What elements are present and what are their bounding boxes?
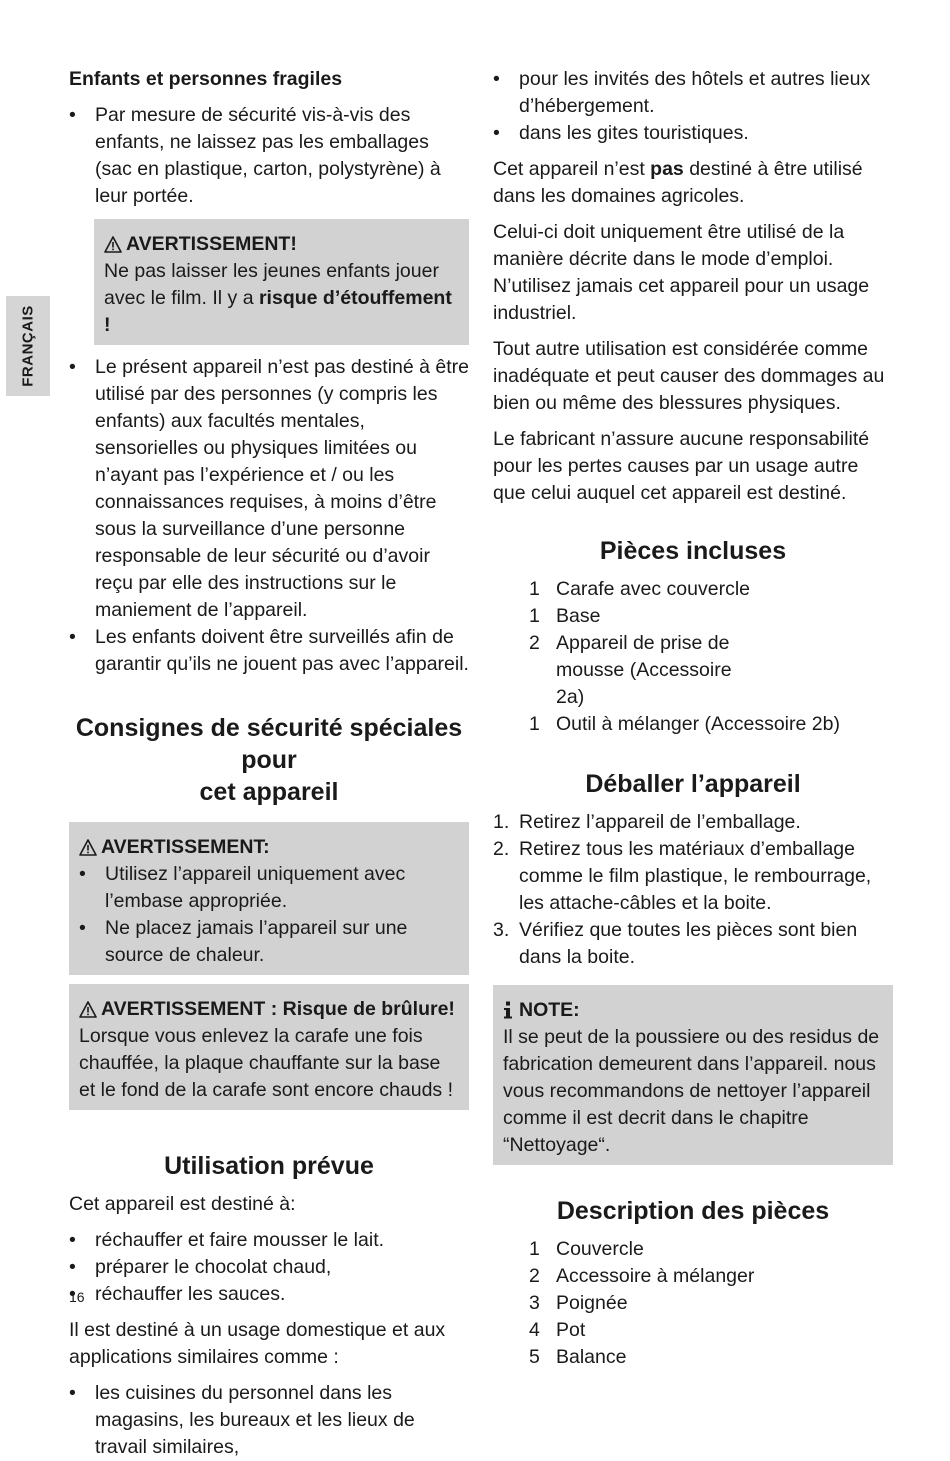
- description-list: [493, 1236, 893, 1371]
- parts-heading: Pièces incluses: [599, 537, 787, 565]
- children-list: [69, 102, 469, 210]
- list-item: • réchauffer et faire mousser le lait.: [69, 1227, 469, 1254]
- warning-text: Lorsque vous enlevez la carafe une fois chauffée, la plaque chauffante sur la base et le fond de la carafe sont encore chauds !: [79, 1025, 453, 1101]
- safety-heading: Consignes de sécurité spéciales pour cet appareil: [75, 714, 463, 806]
- agricultural-text: Cet appareil n’est pas destiné à être utilisé dans les domaines agricoles.: [493, 158, 863, 207]
- list-item: • réchauffer les sauces.: [69, 1281, 469, 1308]
- info-icon: [503, 1001, 519, 1019]
- warning-triangle-icon: [104, 236, 126, 253]
- warning-triangle-icon: [79, 839, 101, 856]
- list-item: • préparer le chocolat chaud,: [69, 1254, 469, 1281]
- language-tab: [6, 296, 50, 396]
- list-item: • Ne placez jamais l’appareil sur une source de chaleur.: [79, 915, 459, 969]
- list-item: 5 Balance: [529, 1346, 627, 1368]
- page-number: 16: [69, 1289, 85, 1305]
- warning-title: AVERTISSEMENT:: [101, 836, 270, 858]
- left-column: [69, 66, 469, 1461]
- list-item: 1 Couvercle: [529, 1238, 644, 1260]
- list-item: 2 Accessoire à mélanger: [529, 1265, 755, 1287]
- list-item: 2 Appareil de prise de mousse (Accessoire 2a): [529, 632, 732, 708]
- list-item: 4 Pot: [529, 1319, 586, 1341]
- children-list-2: [69, 354, 469, 678]
- liability-text: Le fabricant n’assure aucune responsabilité pour les pertes causes par un usage autre que celui auquel cet appareil est destiné.: [493, 428, 870, 504]
- domestic-list-continued: [493, 66, 893, 147]
- list-item: 3 Poignée: [529, 1292, 628, 1314]
- parts-list: [493, 576, 893, 738]
- other-use-text: Tout autre utilisation est considérée comme inadéquate et peut causer des dommages au bien ou même des blessures physiques.: [493, 338, 885, 414]
- use-heading: Utilisation prévue: [164, 1152, 374, 1180]
- warning-title: AVERTISSEMENT : Risque de brûlure!: [101, 998, 455, 1020]
- use-list: [69, 1227, 469, 1308]
- warning-triangle-icon: [79, 1001, 101, 1018]
- list-item: • pour les invités des hôtels et autres lieux d’hébergement.: [493, 66, 893, 120]
- use-intro: Cet appareil est destiné à:: [69, 1193, 296, 1215]
- list-item: 1 Base: [529, 605, 601, 627]
- manual-text: Celui-ci doit uniquement être utilisé de la manière décrite dans le mode d’emploi. N’utilisez jamais cet appareil pour un usage industriel.: [493, 221, 870, 324]
- list-item: 1. Retirez l’appareil de l’emballage.: [493, 811, 801, 833]
- warning-box-choking: [94, 219, 469, 345]
- description-heading: Description des pièces: [556, 1197, 830, 1225]
- unpack-heading: Déballer l’appareil: [585, 770, 801, 798]
- list-item: 1 Outil à mélanger (Accessoire 2b): [529, 713, 840, 735]
- warning-list: [79, 861, 459, 969]
- language-tab-label: FRANÇAIS: [19, 305, 37, 387]
- unpack-steps: [493, 809, 893, 971]
- list-item: 3. Vérifiez que toutes les pièces sont bien dans la boite.: [493, 919, 858, 968]
- children-heading: Enfants et personnes fragiles: [69, 68, 343, 90]
- list-item: • Le présent appareil n’est pas destiné à être utilisé par des personnes (y compris les enfants) aux facultés mentales, sensorielles ou physiques limitées ou n’ayant pas l’expérience et / ou les connaissances requises, à moins d’être sous la surveillance d’une personne responsable de leur sécurité ou d’avoir reçu par elle des instructions sur le maniement de l’appareil.: [69, 354, 469, 624]
- list-item: • Par mesure de sécurité vis-à-vis des enfants, ne laissez pas les emballages (sac en plastique, carton, polystyrène) à leur portée.: [69, 102, 469, 210]
- list-item: 2. Retirez tous les matériaux d’emballage comme le film plastique, le rembourrage, les attache-câbles et la boite.: [493, 838, 872, 914]
- list-item: • dans les gites touristiques.: [493, 120, 893, 147]
- list-item: • Les enfants doivent être surveillés afin de garantir qu’ils ne jouent pas avec l’appareil.: [69, 624, 469, 678]
- note-text: Il se peut de la poussiere ou des residus de fabrication demeurent dans l’appareil. nous vous recommandons de nettoyer l’appareil comme il est decrit dans le chapitre “Nettoyage“.: [503, 1026, 880, 1156]
- note-box: [493, 985, 893, 1165]
- domestic-list: [69, 1380, 469, 1461]
- note-title: NOTE:: [519, 999, 580, 1021]
- warning-box-usage: [69, 822, 469, 975]
- warning-box-burn: [69, 984, 469, 1110]
- domestic-text: Il est destiné à un usage domestique et aux applications similaires comme :: [69, 1319, 446, 1368]
- list-item: 1 Carafe avec couvercle: [529, 578, 751, 600]
- warning-title: AVERTISSEMENT!: [126, 233, 297, 255]
- right-column: [493, 66, 893, 1371]
- warning-text: Ne pas laisser les jeunes enfants jouer avec le film. Il y a risque d’étouffement !: [104, 260, 452, 336]
- warning-emphasis: risque d’étouffement !: [104, 287, 452, 336]
- list-item: • Utilisez l’appareil uniquement avec l’embase appropriée.: [79, 861, 459, 915]
- list-item: • les cuisines du personnel dans les magasins, les bureaux et les lieux de travail similaires,: [69, 1380, 469, 1461]
